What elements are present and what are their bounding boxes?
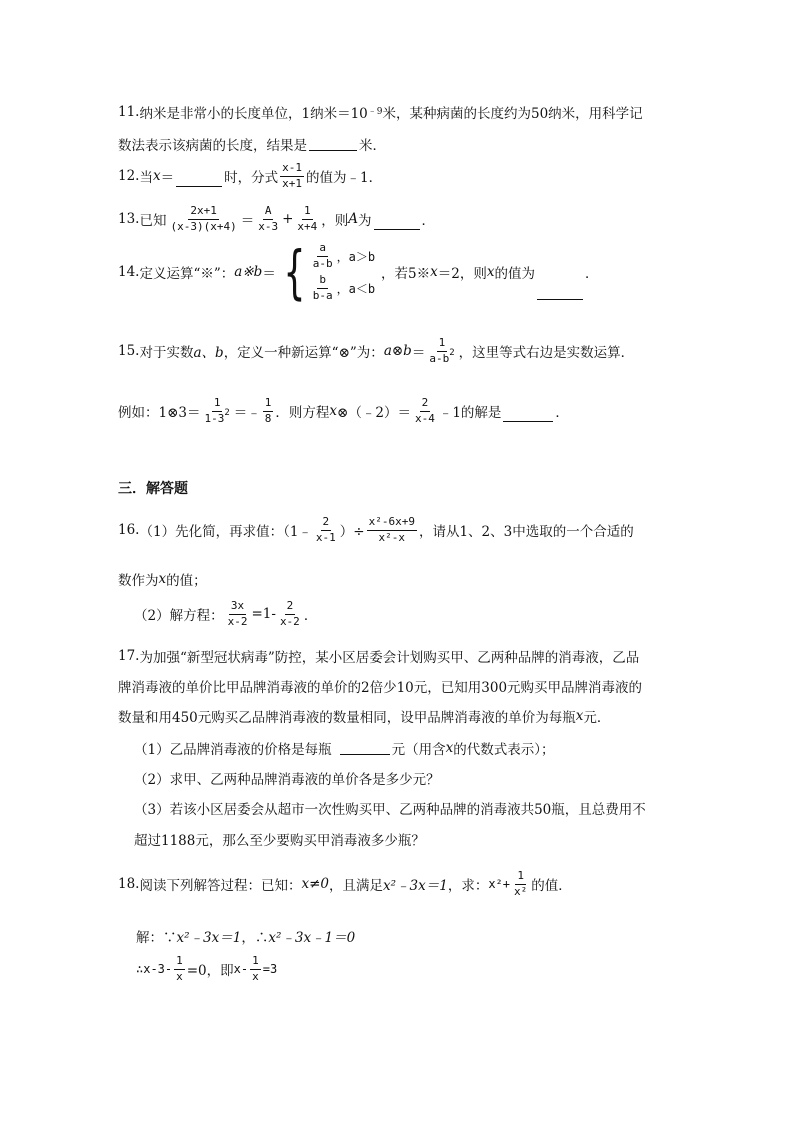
q15-ex-f2-den: 8 — [264, 411, 272, 425]
q18-frac-den: x² — [514, 884, 528, 898]
q14-eq: ＝ — [262, 266, 276, 283]
q18-s2-frac1 — [174, 955, 185, 983]
q16-f2-num: x²-6x+9 — [367, 516, 417, 531]
section-heading: 三．解答题 — [118, 481, 188, 497]
q18-text-d: 的值． — [531, 878, 572, 895]
q18-cond2: x²﹣3x＝1 — [383, 878, 448, 895]
q18-fraction — [512, 870, 529, 898]
q14-case1 — [309, 242, 375, 270]
q17-part1-c: 的代数式表示）； — [453, 742, 555, 758]
q18-s2-f1-num: 1 — [174, 955, 185, 970]
q13-text-b: ，则 — [321, 213, 349, 230]
q15-example-frac1 — [203, 397, 232, 425]
q15-ex-f1-num: 1 — [212, 397, 223, 412]
q15-text-c: ，这里等式右边是实数运算． — [458, 345, 635, 362]
q12-text-a: 当 — [139, 170, 153, 187]
q13-f2-num: A — [263, 205, 274, 220]
q15-ex-f3-num: 2 — [420, 397, 431, 412]
q18-s1-c: ，∴ — [241, 930, 269, 946]
q12-fraction — [280, 162, 304, 190]
q14-expr: a※b — [234, 264, 263, 281]
q17-answer-blank[interactable] — [340, 753, 390, 755]
q15-number: 15. — [118, 343, 140, 360]
q14-brace: { — [283, 238, 306, 307]
q13-f1-num: 2x+1 — [188, 205, 219, 220]
q13-fraction1 — [168, 205, 238, 233]
q18-s2-f2-den: x — [252, 969, 259, 983]
q12-answer-blank[interactable] — [176, 185, 222, 187]
q17-text-l1: 为加强“新型冠状病毒”防控，某小区居委会计划购买甲、乙两种品牌的消毒液，乙品 — [139, 650, 640, 666]
q16-line1 — [118, 516, 634, 544]
q17-part3-cont — [134, 829, 425, 849]
q13-text-d: ． — [421, 213, 436, 230]
q15-text-a: 对于实数 — [139, 345, 194, 362]
q18-text-c: ，求： — [447, 878, 489, 895]
q15-frac-num: 1 — [437, 337, 448, 352]
q17-part3-a: （3）若该小区居委会从超市一次性购买甲、乙两种品牌的消毒液共50瓶，且总费用不 — [134, 802, 646, 818]
q16-f1-den: x-1 — [315, 530, 336, 544]
q15-vars: a、b — [193, 345, 224, 362]
q17-line3 — [118, 706, 610, 726]
q17-part2-text: （2）求甲、乙两种品牌消毒液的单价各是多少元？ — [134, 772, 440, 788]
q16-f2-den: x²-x — [378, 530, 406, 544]
q18-s2-f1-den: x — [176, 969, 183, 983]
q16-text-a: （1）先化简，再求值：（1﹣ — [139, 524, 312, 541]
q16-text-line2b: 的值； — [166, 573, 207, 589]
q17-text-l3a: 数量和用450元购买乙品牌消毒液的数量相同，设甲品牌消毒液的单价为每瓶 — [118, 710, 576, 726]
q15-example-f: ． — [555, 405, 569, 422]
q17-part3-b: 超过1188元，那么至少要购买甲消毒液多少瓶？ — [134, 833, 425, 849]
q13-fraction3 — [295, 205, 319, 233]
q12-text-c: 时，分式 — [224, 170, 279, 187]
q12-number: 12. — [118, 168, 140, 185]
q18-s2-frac2 — [250, 955, 261, 983]
q14-cases — [309, 242, 375, 303]
q17-text-l2: 牌消毒液的单价比甲品牌消毒液的单价的2倍少10元，已知用300元购买甲品牌消毒液的 — [118, 680, 643, 696]
q16-text-c: ，请从1、2、3中选取的一个合适的 — [418, 524, 634, 541]
q18-number: 18. — [118, 876, 140, 893]
q16-f3-den: x-2 — [227, 614, 248, 628]
q15-frac-den-base: a-b — [429, 351, 450, 365]
q15-ex-f1-den-base: 1-3 — [204, 411, 225, 425]
q15-fraction — [427, 337, 456, 365]
q13-plus: + — [282, 211, 294, 228]
q13-f3-den: x+4 — [297, 219, 318, 233]
q18-s1-d: x²﹣3x﹣1＝0 — [268, 930, 356, 946]
q13-f2-den: x-3 — [258, 219, 279, 233]
q14-text-a: 定义运算“※”： — [139, 266, 235, 283]
q15-frac-den — [427, 347, 456, 366]
q16-mid: =1- — [251, 606, 276, 623]
q18-s1-b: x²﹣3x＝1 — [176, 930, 242, 946]
q14-c2-den: b-a — [312, 288, 333, 302]
q11-text1: 纳米是非常小的长度单位，1纳米＝10 — [139, 106, 368, 122]
q14-text-e: ． — [584, 266, 599, 283]
q18-s2-a: ∴x-3- — [136, 962, 173, 977]
q11-text2b: 米． — [359, 138, 386, 154]
q15-example-c: ．则方程 — [275, 405, 330, 422]
q16-part2 — [134, 600, 317, 628]
q16-text-b: ）÷ — [339, 524, 365, 541]
q12-text-b: ＝ — [160, 170, 175, 187]
q16-end: ． — [303, 608, 318, 625]
q12-text-d: 的值为﹣1． — [305, 170, 383, 187]
q16-fraction3 — [226, 600, 250, 628]
q13-answer-blank[interactable] — [374, 228, 420, 230]
q13-text-a: 已知 — [139, 213, 167, 230]
q13-var: A — [348, 211, 359, 228]
q14-number: 14. — [118, 264, 140, 281]
q17-part3 — [134, 798, 646, 818]
q11-answer-blank[interactable] — [309, 149, 357, 151]
q17-line2 — [118, 676, 642, 696]
q17-part2 — [134, 768, 440, 788]
q16-f3-num: 3x — [229, 600, 246, 615]
q16-f4-den: x-2 — [279, 614, 300, 628]
q16-fraction1 — [314, 516, 338, 544]
q16-f4-num: 2 — [285, 600, 296, 615]
q13-f1-den: (x-3)(x+4) — [170, 219, 237, 233]
q16-fraction2 — [367, 516, 417, 544]
q15-answer-blank[interactable] — [503, 420, 553, 422]
q15-ex-f3-den: x-4 — [414, 411, 435, 425]
q14-line — [118, 238, 599, 307]
q15-example-a: 例如：1⊗3＝ — [118, 405, 201, 422]
q18-solution-line2 — [136, 955, 277, 983]
q14-case2 — [309, 274, 375, 302]
q14-text-d: 的值为 — [494, 266, 535, 283]
q15-example-e: ﹣1的解是 — [438, 405, 502, 422]
q15-example-frac2 — [263, 397, 274, 425]
q14-c2-cond: ，a＜b — [336, 281, 376, 296]
q11-line2 — [118, 134, 386, 154]
q11-line1: 11. 纳米是非常小的长度单位，1纳米＝10 ﹣9 米，某种病菌的长度约为50纳米，用科学记 — [118, 104, 643, 122]
q16-number: 16. — [118, 522, 140, 539]
q14-c1-num: a — [317, 242, 328, 257]
q15-eq: ＝ — [411, 345, 426, 362]
q16-part2-label: （2）解方程： — [134, 608, 224, 625]
q13-fraction2 — [256, 205, 280, 233]
q17-part1-var: x — [445, 740, 454, 756]
q17-text-l3b: 元． — [583, 710, 611, 726]
q14-case1-frac — [311, 242, 335, 270]
q18-cond1: x≠0 — [301, 876, 329, 893]
q11-text1b: 米，某种病菌的长度约为50纳米，用科学记 — [382, 106, 643, 122]
q14-case2-frac — [311, 274, 335, 302]
q16-line2 — [118, 569, 207, 589]
q14-var2: x — [486, 264, 495, 281]
q16-fraction4 — [278, 600, 302, 628]
q18-solution-line1 — [136, 926, 355, 946]
q17-number: 17. — [118, 648, 140, 664]
q12-frac-den: x+1 — [282, 176, 302, 190]
q15-example-var: x — [329, 403, 338, 420]
q18-s2-f2-num: 1 — [250, 955, 261, 970]
q11-number: 11. — [118, 104, 140, 120]
q15-frac-den-exp: 2 — [449, 347, 455, 358]
q16-f1-num: 2 — [321, 516, 332, 531]
q18-line1 — [118, 870, 572, 898]
q17-part1-b: 元（用含 — [391, 742, 446, 758]
q13-f3-num: 1 — [302, 205, 313, 220]
q15-example-frac3 — [413, 397, 437, 425]
q14-c1-cond: ，a＞b — [336, 249, 376, 264]
q14-text-c: ＝2，则 — [437, 266, 487, 283]
q18-text-b: ，且满足 — [329, 878, 383, 895]
q15-ex-f1-den-exp: 2 — [224, 407, 230, 418]
q15-example-d: ⊗（﹣2）＝ — [337, 405, 411, 422]
q13-number: 13. — [118, 211, 140, 228]
q14-c2-num: b — [317, 274, 328, 289]
q15-expr: a⊗b — [383, 343, 412, 360]
q14-text-b: ，若5※ — [381, 266, 431, 283]
q13-line — [118, 205, 435, 233]
q14-piecewise — [276, 238, 376, 307]
q14-answer-blank[interactable] — [537, 298, 583, 300]
q15-text-b: ，定义一种新运算“⊗”为： — [223, 345, 384, 362]
q18-s1-a: 解：∵ — [136, 930, 177, 946]
q18-text-a: 阅读下列解答过程：已知： — [139, 878, 302, 895]
q18-s2-c: x- — [233, 962, 249, 977]
q11-text2: 数法表示该病菌的长度，结果是 — [118, 138, 307, 154]
q15-line1 — [118, 337, 634, 365]
q14-c1-den: a-b — [312, 256, 333, 270]
q16-var: x — [158, 571, 167, 587]
q18-frac-num: 1 — [515, 870, 526, 885]
q14-var: x — [430, 264, 438, 281]
q15-ex-f1-den — [203, 407, 232, 426]
q16-text-line2: 数作为 — [118, 573, 159, 589]
q18-s2-b: =0，即 — [186, 963, 234, 980]
q18-expr: x²+ — [488, 877, 511, 892]
q12-frac-num: x-1 — [280, 162, 304, 177]
q12-line — [118, 162, 382, 190]
q15-ex-f2-num: 1 — [263, 397, 274, 412]
q12-var: x — [152, 168, 161, 185]
q17-var: x — [575, 708, 584, 724]
q15-example-b: ＝﹣ — [233, 405, 261, 422]
q17-line1 — [118, 646, 639, 666]
q13-eq: ＝ — [240, 213, 255, 230]
q15-line2 — [118, 397, 569, 425]
q13-text-c: 为 — [358, 213, 372, 230]
q18-s2-d: =3 — [262, 962, 278, 977]
q17-part1 — [134, 738, 554, 758]
q17-part1-a: （1）乙品牌消毒液的价格是每瓶 — [134, 742, 332, 758]
